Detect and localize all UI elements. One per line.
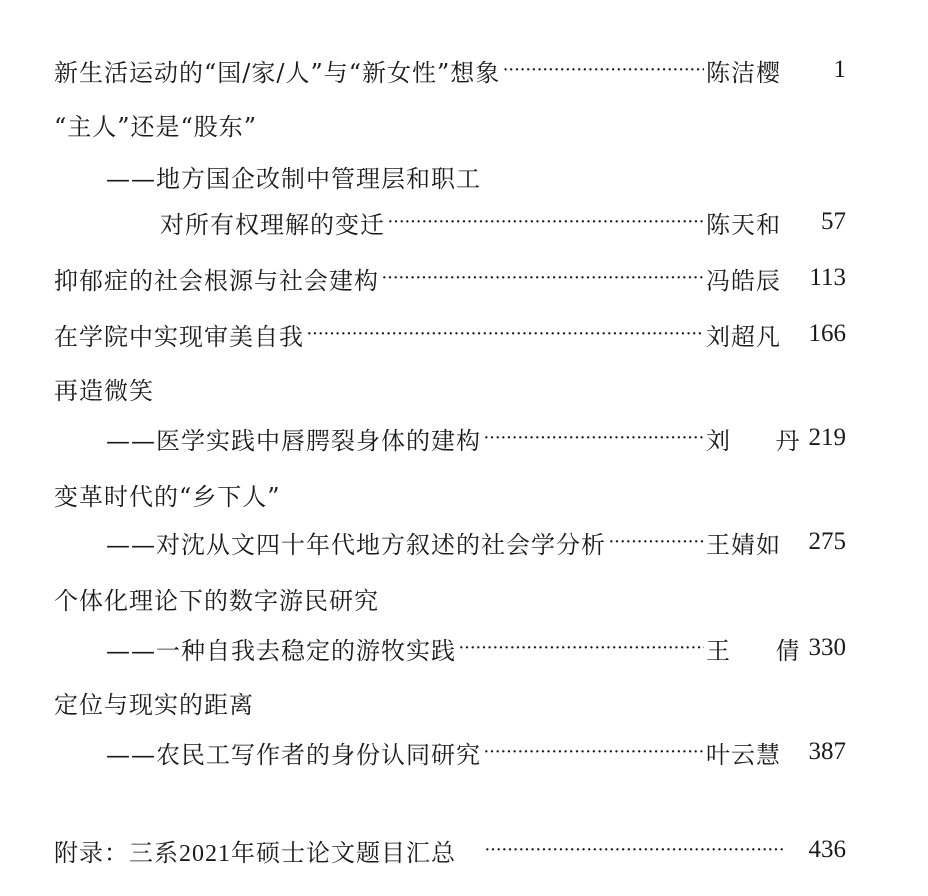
leader-dots <box>500 59 704 82</box>
toc-entry-title-line <box>54 104 257 144</box>
toc-entry-title-line <box>54 682 254 722</box>
toc-entry-subtitle-continuation: 对所有权理解的变迁 <box>160 210 385 239</box>
toc-entry-page: 1 <box>833 56 846 83</box>
toc-entry <box>160 202 846 242</box>
toc-appendix-title: 附录：三系2021年硕士论文题目汇总 <box>54 840 456 867</box>
toc-entry-title: 新生活运动的“国/家/人”与“新女性”想象 <box>54 58 501 87</box>
leader-dots <box>304 323 704 346</box>
toc-entry-title: “主人”还是“股东” <box>54 112 258 141</box>
toc-entry-author: 刘超凡 <box>706 322 781 351</box>
toc-entry-page: 57 <box>821 208 846 235</box>
toc-entry-title-line <box>54 368 154 408</box>
toc-entry-title-line <box>54 474 281 514</box>
toc-entry <box>54 258 846 298</box>
toc-entry-title: 再造微笑 <box>54 376 154 405</box>
toc-entry-subtitle: ——医学实践中唇腭裂身体的建构 <box>106 426 481 455</box>
leader-dots <box>482 839 786 862</box>
toc-entry <box>106 732 846 772</box>
toc-entry-subtitle: ——对沈从文四十年代地方叙述的社会学分析 <box>106 530 606 559</box>
toc-entry-author: 叶云慧 <box>706 740 781 769</box>
toc-entry <box>106 418 846 458</box>
toc-entry-subtitle: ——地方国企改制中管理层和职工 <box>106 164 481 193</box>
toc-entry <box>54 314 846 354</box>
toc-entry-page: 330 <box>808 634 846 661</box>
toc-entry-author: 王 倩 <box>706 636 819 665</box>
toc-entry-title: 个体化理论下的数字游民研究 <box>54 586 379 615</box>
leader-dots <box>481 427 704 450</box>
toc-entry-page: 166 <box>808 320 846 347</box>
toc-entry-author: 陈天和 <box>706 210 781 239</box>
toc-entry <box>106 628 846 668</box>
toc-entry-title-line <box>54 578 379 618</box>
toc-appendix <box>54 830 846 870</box>
toc-entry-title: 变革时代的“乡下人” <box>54 482 281 511</box>
toc-entry-author: 王婧如 <box>706 530 781 559</box>
toc-entry-page: 275 <box>808 528 846 555</box>
toc-entry-title: 定位与现实的距离 <box>54 690 254 719</box>
leader-dots <box>481 741 704 764</box>
toc-entry-author: 陈洁樱 <box>706 58 781 87</box>
toc-appendix-page: 436 <box>808 836 846 863</box>
leader-dots <box>456 637 704 660</box>
toc-entry-subtitle: ——农民工写作者的身份认同研究 <box>106 740 481 769</box>
leader-dots <box>606 531 704 554</box>
toc-entry-page: 387 <box>808 738 846 765</box>
toc-entry <box>54 50 846 90</box>
leader-dots <box>379 267 704 290</box>
toc-entry-page: 219 <box>808 424 846 451</box>
toc-entry-page: 113 <box>809 264 846 291</box>
toc-entry-subtitle: ——一种自我去稳定的游牧实践 <box>106 636 456 665</box>
toc-entry <box>106 522 846 562</box>
toc-entry-title: 在学院中实现审美自我 <box>54 322 304 351</box>
toc-entry-author: 刘 丹 <box>706 426 819 455</box>
toc-entry-subtitle-line <box>106 156 481 196</box>
leader-dots <box>385 211 704 234</box>
toc-entry-author: 冯皓辰 <box>706 266 781 295</box>
toc-entry-title: 抑郁症的社会根源与社会建构 <box>54 266 379 295</box>
